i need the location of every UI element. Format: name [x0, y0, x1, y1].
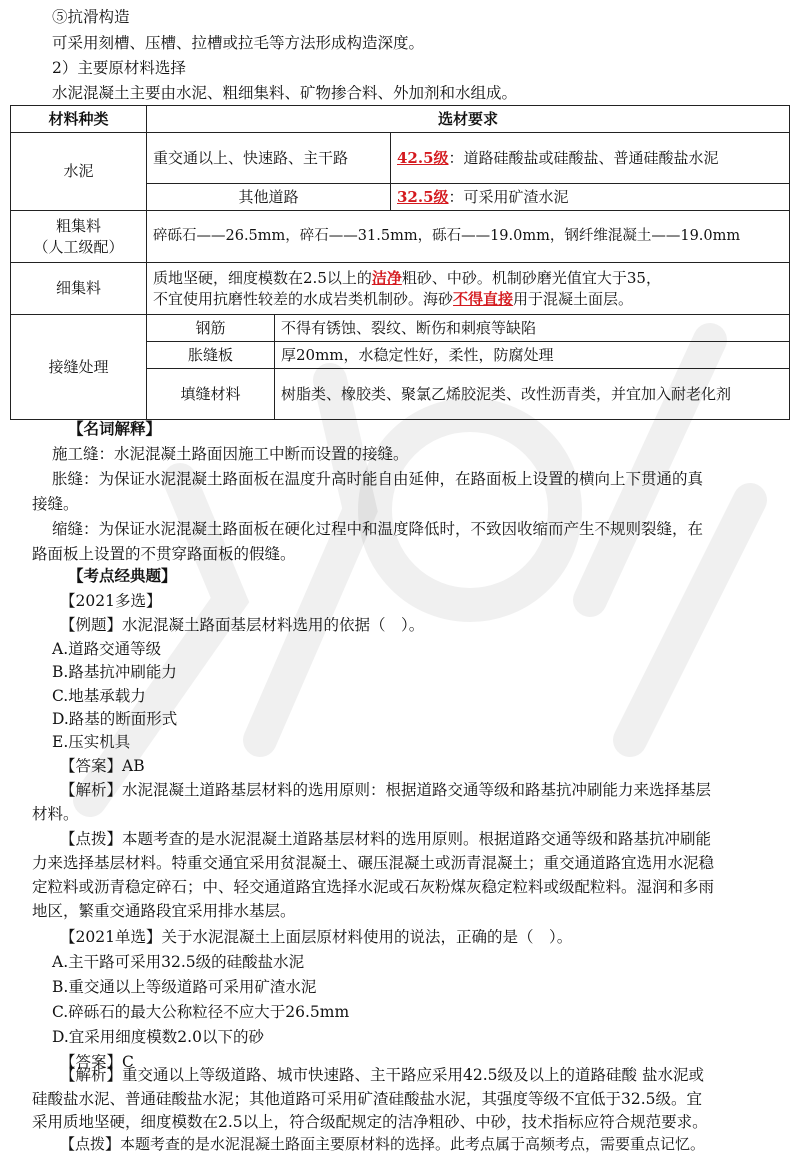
joint-req: 不得有锈蚀、裂纹、断伤和刺痕等缺陷	[275, 315, 790, 342]
cement-label: 水泥	[11, 133, 147, 211]
q1-tip-3: 定粒料或沥青稳定碎石；中、轻交通道路宜选择水泥或石灰粉煤灰稳定粒料或级配粒料。湿润和多雨	[32, 878, 715, 896]
q1-option-c: C.地基承载力	[52, 687, 146, 705]
term-construction-joint: 施工缝：水泥混凝土路面因施工中断而设置的接缝。	[52, 445, 409, 463]
q2-analysis-3: 采用质地坚硬，细度模数在2.5以上，符合级配规定的洁净粗砂、中砂，技术指标应符合规范要求。	[32, 1113, 708, 1131]
exam-heading: 【考点经典题】	[68, 566, 177, 585]
q2-option-c: C.碎砾石的最大公称粒径不应大于26.5mm	[52, 1003, 350, 1021]
q1-option-b: B.路基抗冲刷能力	[52, 663, 177, 681]
q1-analysis-2: 材料。	[32, 805, 79, 823]
q2-analysis-1: 【解析】重交通以上等级道路、城市快速路、主干路应采用42.5级及以上的道路硅酸 盐水泥或	[60, 1066, 704, 1084]
cement-grade-1: 42.5级	[397, 148, 449, 167]
term-expansion-joint-1: 胀缝：为保证水泥混凝土路面板在温度升高时能自由延伸，在路面板上设置的横向上下贯通的真	[52, 470, 704, 488]
q1-option-d: D.路基的断面形式	[52, 710, 178, 728]
materials-table	[10, 105, 790, 420]
section-text: 水泥混凝土主要由水泥、粗细集料、矿物掺合料、外加剂和水组成。	[52, 84, 518, 102]
table-row-cement-1	[11, 133, 790, 184]
table-row-joint-1	[11, 315, 790, 342]
q1-tip-1: 【点拨】本题考查的是水泥混凝土道路基层材料的选用原则。根据道路交通等级和路基抗冲刷能	[60, 830, 712, 848]
q1-option-a: A.道路交通等级	[52, 640, 162, 658]
q1-tip-4: 地区，繁重交通路段宜采用排水基层。	[32, 902, 296, 920]
joint-item: 钢筋	[147, 315, 275, 342]
term-expansion-joint-2: 接缝。	[32, 495, 79, 513]
fine-req: 质地坚硬，细度模数在2.5以上的洁净粗砂、中砂。机制砂磨光值宜大于35， 不宜使用抗磨性较差的水成岩类机制砂。海砂不得直接用于混凝土面层。	[147, 263, 790, 315]
q2-tip: 【点拨】本题考查的是水泥混凝土路面主要原材料的选择。此考点属于高频考点，需要重点记忆。	[60, 1135, 706, 1153]
cement-road-2: 其他道路	[147, 184, 391, 211]
table-row-fine	[11, 263, 790, 315]
q1-tip-2: 力来选择基层材料。特重交通宜采用贫混凝土、碾压混凝土或沥青混凝土；重交通道路宜选用水泥稳	[32, 854, 715, 872]
joint-req: 树脂类、橡胶类、聚氯乙烯胶泥类、改性沥青类，并宜加入耐老化剂	[275, 369, 790, 420]
cement-req-2-text: ：可采用矿渣水泥	[448, 187, 569, 206]
cement-req-1-text: ：道路硅酸盐或硅酸盐、普通硅酸盐水泥	[448, 148, 719, 167]
joint-req: 厚20mm，水稳定性好，柔性，防腐处理	[275, 342, 790, 369]
joint-label: 接缝处理	[11, 315, 147, 420]
fine-emph-clean: 洁净	[371, 268, 402, 287]
joint-item: 填缝材料	[147, 369, 275, 420]
fine-label: 细集料	[11, 263, 147, 315]
table-row-coarse	[11, 211, 790, 263]
q1-analysis-1: 【解析】水泥混凝土道路基层材料的选用原则：根据道路交通等级和路基抗冲刷能力来选择基层	[60, 781, 712, 799]
joint-item: 胀缝板	[147, 342, 275, 369]
coarse-req: 碎砾石——26.5mm，碎石——31.5mm，砾石——19.0mm，钢纤维混凝土——19.0mm	[147, 211, 790, 263]
cement-req-1	[391, 133, 790, 184]
header-material-type: 材料种类	[11, 106, 147, 133]
cement-grade-2: 32.5级	[397, 187, 449, 206]
term-contraction-joint-2: 路面板上设置的不贯穿路面板的假缝。	[32, 545, 296, 563]
header-requirements: 选材要求	[147, 106, 790, 133]
q2-option-d: D.宜采用细度模数2.0以下的砂	[52, 1028, 264, 1046]
anti-slip-text: 可采用刻槽、压槽、拉槽或拉毛等方法形成构造深度。	[52, 34, 425, 52]
anti-slip-heading: ⑤抗滑构造	[52, 8, 130, 26]
q2-analysis-2: 硅酸盐水泥、普通硅酸盐水泥；其他道路可采用矿渣硅酸盐水泥，其强度等级不宜低于32.5级。宜	[32, 1090, 703, 1108]
coarse-label: 粗集料 （人工级配）	[11, 211, 147, 263]
q1-answer: 【答案】AB	[60, 757, 145, 775]
term-contraction-joint-1: 缩缝：为保证水泥混凝土路面板在硬化过程中和温度降低时，不致因收缩而产生不规则裂缝，在	[52, 520, 704, 538]
q2-answer: 【答案】C	[60, 1053, 134, 1071]
q2-stem: 【2021单选】关于水泥混凝土上面层原材料使用的说法，正确的是（ ）。	[60, 928, 573, 946]
q1-stem: 【例题】水泥混凝土路面基层材料选用的依据（ ）。	[60, 616, 425, 634]
section-heading: 2）主要原材料选择	[52, 59, 186, 77]
q2-option-b: B.重交通以上等级道路可采用矿渣水泥	[52, 978, 317, 996]
q2-option-a: A.主干路可采用32.5级的硅酸盐水泥	[52, 953, 305, 971]
q1-option-e: E.压实机具	[52, 733, 131, 751]
q1-tag: 【2021多选】	[60, 592, 162, 610]
table-header-row	[11, 106, 790, 133]
cement-req-2	[391, 184, 790, 211]
cement-road-1: 重交通以上、快速路、主干路	[147, 133, 391, 184]
terms-heading: 【名词解释】	[68, 419, 162, 438]
fine-emph-not-direct: 不得直接	[453, 289, 514, 308]
